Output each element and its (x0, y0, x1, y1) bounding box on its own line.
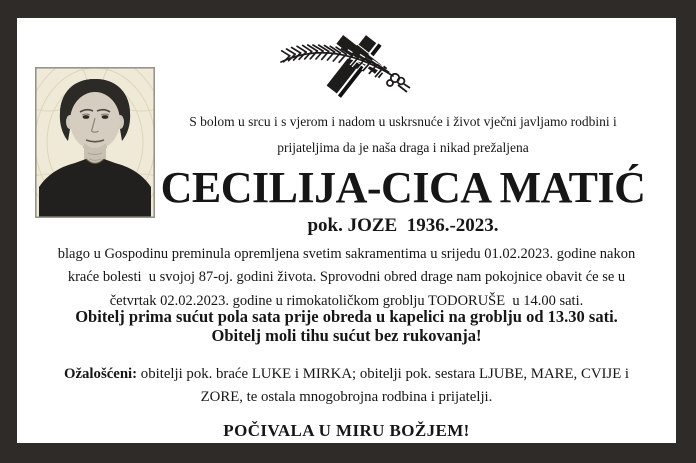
announcement-line-3: četvrtak 02.02.2023. godine u rimokatoličkom groblju TODORUŠE u 14.00 sati. (109, 292, 584, 309)
announcement-line-1: blago u Gospodinu preminula opremljena svetim sakramentima u srijedu 01.02.2023. godine nakon (57, 246, 636, 262)
announcement-line-2: kraće bolesti u svojoj 87-oj. godini života. Sprovodni obred drage nam pokojnice obavit će se u (67, 269, 626, 286)
announcement-paragraph (39, 243, 654, 313)
mourners-paragraph (51, 363, 642, 409)
intro-line-1: S bolom u srcu i s vjerom i nadom u uskrsnuće i život vječni javljamo rodbini i (189, 114, 617, 129)
condolence-line-2: Obitelj moli tihu sućut bez rukovanja! (211, 326, 482, 345)
obituary-paper (17, 18, 676, 443)
deceased-lifespan: pok. JOZE 1936.-2023. (307, 215, 499, 236)
mourners-label: Ožalošćeni: (63, 366, 138, 382)
mourners-list: obitelji pok. braće LUKE i MIRKA; obitelji pok. sestara LJUBE, MARE, CVIJE i (137, 366, 630, 382)
condolence-line-1: Obitelj prima sućut pola sata prije obreda u kapelici na groblju od 13.30 sati. (75, 307, 618, 326)
intro-text (141, 109, 665, 161)
deceased-name: CECILIJA-CICA MATIĆ (160, 163, 646, 212)
intro-line-2: prijateljima da je naša draga i nikad prežaljena (277, 140, 529, 155)
cross-palm-icon (277, 30, 421, 100)
mourners-line-1 (51, 363, 642, 386)
mourners-line-2: ZORE, te ostala mnogobrojna rodbina i prijatelji. (200, 389, 493, 405)
closing-line: POČIVALA U MIRU BOŽJEM! (223, 421, 470, 440)
